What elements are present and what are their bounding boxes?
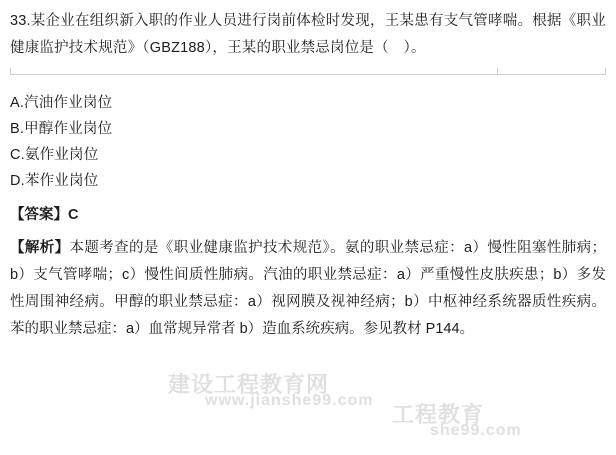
answer-label: 【答案】 [10, 207, 68, 223]
answer-block [10, 202, 606, 229]
option-list [10, 90, 606, 194]
watermark-secondary-url: she99.com [430, 422, 522, 439]
rule-tick-middle [497, 68, 498, 75]
watermark-primary-url: www.jianshe99.com [205, 392, 374, 409]
question-stem: 33.某企业在组织新入职的作业人员进行岗前体检时发现，王某患有支气管哮喘。根据《职业健康监护技术规范》（GBZ188），王某的职业禁忌岗位是（ ）。 [10, 13, 606, 56]
option-d: D.苯作业岗位 [10, 173, 99, 189]
rule-tick-right [605, 68, 606, 75]
watermark-secondary-text: 工程教育 [392, 402, 485, 427]
rule-line [10, 74, 606, 75]
analysis-text: 本题考查的是《职业健康监护技术规范》。氨的职业禁忌症：a）慢性阻塞性肺病；b）支气管哮喘；c）慢性间质性肺病。汽油的职业禁忌症：a）严重慢性皮肤疾患；b）多发性周围神经病。甲醇的职业禁忌症：a）视网膜及视神经病；b）中枢神经系统器质性疾病。苯的职业禁忌症：a）血常规异常者 b）造血系统疾病。参见教材 P144。 [10, 240, 607, 337]
watermark-primary-text: 建设工程教育网 [168, 372, 330, 397]
rule-tick-left [10, 68, 11, 75]
option-b: B.甲醇作业岗位 [10, 121, 113, 137]
analysis-block [10, 235, 606, 343]
analysis-label: 【解析】 [10, 240, 70, 256]
answer-value: C [68, 207, 79, 223]
option-c: C.氨作业岗位 [10, 147, 99, 163]
horizontal-rule [10, 64, 606, 86]
option-a: A.汽油作业岗位 [10, 95, 113, 111]
